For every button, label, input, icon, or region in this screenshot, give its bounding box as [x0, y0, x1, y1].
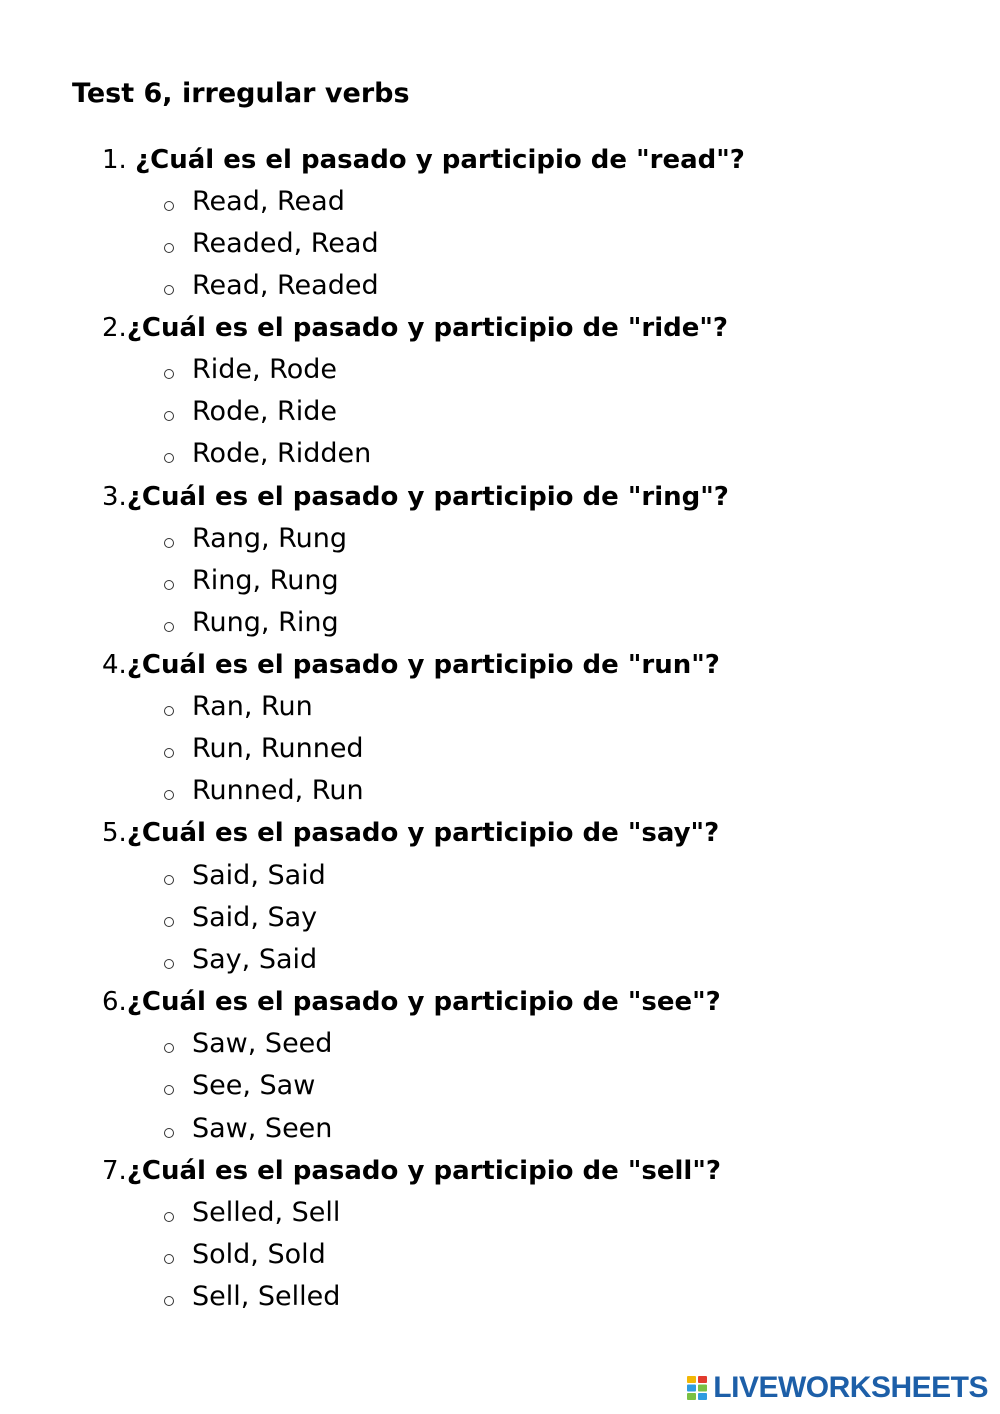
- liveworksheets-logo-icon: [687, 1376, 707, 1400]
- option-7-c[interactable]: [164, 1276, 340, 1318]
- radio-icon[interactable]: [164, 706, 174, 716]
- question-text: ¿Cuál es el pasado y participio de "run"?: [126, 650, 720, 680]
- radio-icon[interactable]: [164, 1085, 174, 1095]
- question-text: ¿Cuál es el pasado y participio de "say"?: [126, 818, 720, 848]
- question-7: [102, 1150, 721, 1192]
- radio-icon[interactable]: [164, 622, 174, 632]
- option-label: Said, Say: [192, 902, 318, 933]
- logo-text: LIVEWORKSHEETS: [713, 1371, 988, 1404]
- question-number: 7.: [102, 1156, 127, 1186]
- question-1: [102, 139, 745, 181]
- question-2: [102, 307, 728, 349]
- radio-icon[interactable]: [164, 201, 174, 211]
- question-number: 6.: [102, 987, 127, 1017]
- option-label: Read, Readed: [192, 270, 379, 301]
- option-label: See, Saw: [192, 1070, 316, 1101]
- radio-icon[interactable]: [164, 1128, 174, 1138]
- radio-icon[interactable]: [164, 538, 174, 548]
- radio-icon[interactable]: [164, 748, 174, 758]
- question-text: ¿Cuál es el pasado y participio de "sell"?: [126, 1156, 721, 1186]
- option-label: Rang, Rung: [192, 523, 348, 554]
- option-label: Readed, Read: [192, 228, 379, 259]
- option-label: Saw, Seen: [192, 1113, 333, 1144]
- radio-icon[interactable]: [164, 959, 174, 969]
- option-label: Ran, Run: [192, 691, 313, 722]
- option-label: Said, Said: [192, 860, 326, 891]
- option-2-b[interactable]: [164, 391, 337, 433]
- worksheet-title: Test 6, irregular verbs: [72, 78, 410, 109]
- option-2-a[interactable]: [164, 349, 337, 391]
- radio-icon[interactable]: [164, 875, 174, 885]
- option-5-a[interactable]: [164, 855, 326, 897]
- radio-icon[interactable]: [164, 580, 174, 590]
- radio-icon[interactable]: [164, 411, 174, 421]
- liveworksheets-logo: [687, 1368, 988, 1408]
- radio-icon[interactable]: [164, 1212, 174, 1222]
- option-1-a[interactable]: [164, 181, 345, 223]
- option-6-c[interactable]: [164, 1108, 332, 1150]
- option-label: Rode, Ridden: [192, 438, 372, 469]
- radio-icon[interactable]: [164, 453, 174, 463]
- question-text: ¿Cuál es el pasado y participio de "ride"?: [126, 313, 728, 343]
- option-label: Ring, Rung: [192, 565, 339, 596]
- radio-icon[interactable]: [164, 285, 174, 295]
- radio-icon[interactable]: [164, 369, 174, 379]
- option-1-c[interactable]: [164, 265, 379, 307]
- option-6-a[interactable]: [164, 1023, 332, 1065]
- question-number: 4.: [102, 650, 127, 680]
- radio-icon[interactable]: [164, 917, 174, 927]
- question-text: ¿Cuál es el pasado y participio de "see"?: [126, 987, 721, 1017]
- option-label: Saw, Seed: [192, 1028, 333, 1059]
- option-6-b[interactable]: [164, 1065, 315, 1107]
- option-4-a[interactable]: [164, 686, 313, 728]
- radio-icon[interactable]: [164, 1043, 174, 1053]
- radio-icon[interactable]: [164, 1254, 174, 1264]
- question-number: 3.: [102, 482, 127, 512]
- question-text: ¿Cuál es el pasado y participio de "ring"?: [126, 482, 729, 512]
- option-7-b[interactable]: [164, 1234, 326, 1276]
- question-4: [102, 644, 720, 686]
- question-5: [102, 812, 719, 854]
- question-3: [102, 476, 729, 518]
- option-3-a[interactable]: [164, 518, 347, 560]
- option-label: Selled, Sell: [192, 1197, 341, 1228]
- option-label: Sold, Sold: [192, 1239, 326, 1270]
- option-5-c[interactable]: [164, 939, 317, 981]
- radio-icon[interactable]: [164, 790, 174, 800]
- option-4-c[interactable]: [164, 770, 364, 812]
- option-label: Sell, Selled: [192, 1281, 341, 1312]
- option-label: Ride, Rode: [192, 354, 337, 385]
- question-number: 2.: [102, 313, 127, 343]
- option-1-b[interactable]: [164, 223, 379, 265]
- option-label: Run, Runned: [192, 733, 364, 764]
- option-label: Say, Said: [192, 944, 318, 975]
- option-5-b[interactable]: [164, 897, 317, 939]
- option-label: Runned, Run: [192, 775, 364, 806]
- question-number: 1.: [102, 145, 127, 175]
- question-number: 5.: [102, 818, 127, 848]
- option-3-b[interactable]: [164, 560, 339, 602]
- option-2-c[interactable]: [164, 433, 371, 475]
- option-label: Rung, Ring: [192, 607, 339, 638]
- question-text: ¿Cuál es el pasado y participio de "read"?: [135, 145, 745, 175]
- option-4-b[interactable]: [164, 728, 364, 770]
- option-3-c[interactable]: [164, 602, 339, 644]
- radio-icon[interactable]: [164, 243, 174, 253]
- option-label: Read, Read: [192, 186, 345, 217]
- option-label: Rode, Ride: [192, 396, 337, 427]
- option-7-a[interactable]: [164, 1192, 340, 1234]
- question-6: [102, 981, 721, 1023]
- radio-icon[interactable]: [164, 1296, 174, 1306]
